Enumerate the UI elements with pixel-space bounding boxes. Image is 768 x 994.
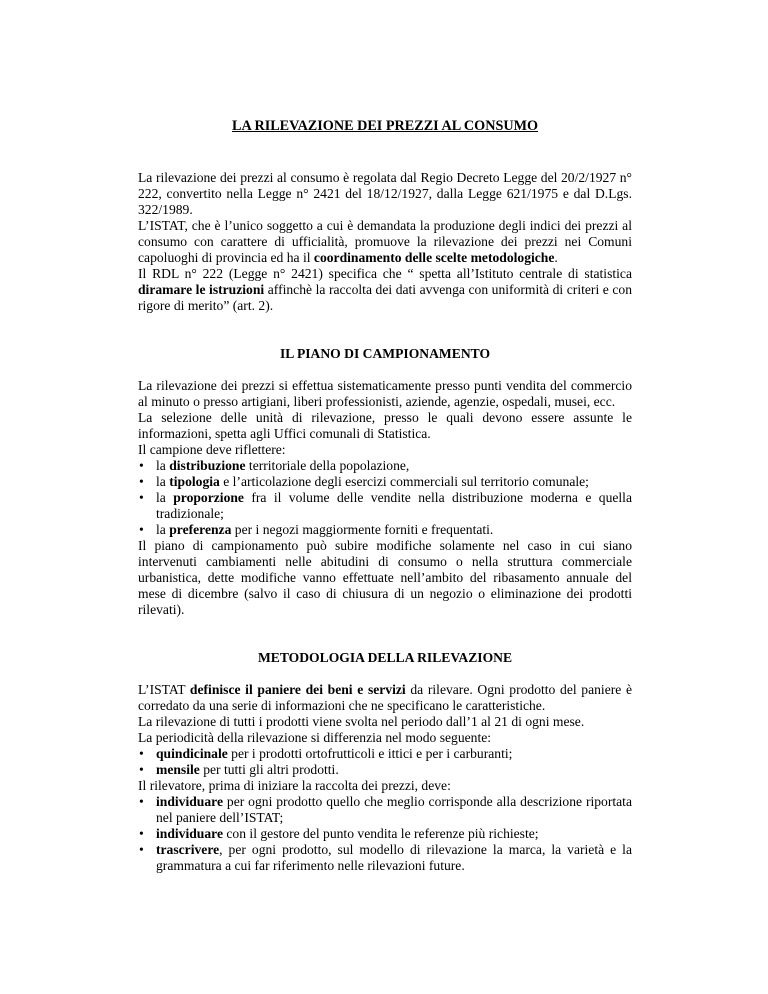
text-run: per tutti gli altri prodotti. (199, 762, 339, 777)
text-run: L’ISTAT, che è l’unico soggetto a cui è demandata la produzione degli indici dei prezzi al consumo con carattere di ufficialità, promuove la rilevazione dei prezzi nei Comuni capoluoghi di provincia ed ha il (138, 218, 632, 265)
rilevatore-list (138, 794, 632, 874)
metodologia-section (138, 682, 632, 874)
bullet-icon: • (139, 762, 144, 777)
intro-section (138, 170, 632, 314)
bullet-icon: • (139, 458, 144, 473)
list-item (138, 794, 632, 826)
text-run: la (156, 474, 170, 489)
metodologia-paragraph-3: La periodicità della rilevazione si differenzia nel modo seguente: (138, 730, 492, 745)
text-run: con il gestore del punto vendita le referenze più richieste; (223, 826, 539, 841)
campionamento-paragraph-1: La rilevazione dei prezzi si effettua sistematicamente presso punti vendita del commercio al minuto o presso artigiani, liberi professionisti, aziende, agenzie, ospedali, musei, ecc. (138, 378, 632, 409)
bold-text: mensile (156, 762, 200, 777)
text-run: fra il volume delle vendite nella distribuzione moderna e quella tradizionale; (156, 490, 632, 521)
text-run: per i prodotti ortofrutticoli e ittici e per i carburanti; (227, 746, 513, 761)
text-run: la (156, 458, 170, 473)
document-title: LA RILEVAZIONE DEI PREZZI AL CONSUMO (231, 118, 539, 134)
text-run: L’ISTAT (138, 682, 190, 697)
bullet-icon: • (139, 794, 144, 809)
bold-text: quindicinale (156, 746, 228, 761)
metodologia-paragraph-1 (138, 682, 632, 714)
list-item (138, 746, 632, 762)
campionamento-section (138, 378, 632, 618)
bullet-icon: • (139, 826, 144, 841)
text-run: Il RDL n° 222 (Legge n° 2421) specifica che “ spetta all’Istituto centrale di statistica (138, 266, 632, 281)
bold-text: distribuzione (169, 458, 246, 473)
text-run: . (554, 250, 558, 265)
bold-text: definisce il paniere dei beni e servizi (189, 682, 406, 697)
bold-text: coordinamento delle scelte metodologiche (313, 250, 555, 265)
text-run: affinchè la raccolta dei dati avvenga con uniformità di criteri e con rigore di merito” (art. 2). (138, 282, 632, 313)
bullet-icon: • (139, 474, 144, 489)
list-item (138, 458, 632, 474)
bullet-icon: • (139, 490, 144, 505)
bullet-icon: • (139, 746, 144, 761)
section-heading-campionamento: IL PIANO DI CAMPIONAMENTO (279, 346, 491, 361)
periodicita-list (138, 746, 632, 778)
campionamento-paragraph-3: Il campione deve riflettere: (138, 442, 286, 457)
list-item (138, 826, 632, 842)
intro-paragraph-1: La rilevazione dei prezzi al consumo è regolata dal Regio Decreto Legge del 20/2/1927 n° 222, convertito nella Legge n° 2421 del 18/12/1927, dalla Legge 621/1975 e dal D.Lgs. 322/1989. (138, 170, 632, 217)
campionamento-paragraph-4: Il piano di campionamento può subire modifiche solamente nel caso in cui siano intervenuti cambiamenti nelle abitudini di consumo o nella struttura commerciale urbanistica, dette modifiche vanno effettuate nell’ambito del ribasamento annuale del mese di dicembre (salvo il caso di chiusura di un negozio o eliminazione dei prodotti rilevati). (138, 538, 632, 617)
text-run: e l’articolazione degli esercizi commerciali sul territorio comunale; (219, 474, 589, 489)
text-run: la (156, 490, 174, 505)
bold-text: preferenza (169, 522, 232, 537)
campionamento-list (138, 458, 632, 538)
text-run: , per ogni prodotto, sul modello di rilevazione la marca, la varietà e la grammatura a cui far riferimento nelle rilevazioni future. (156, 842, 632, 873)
bold-text: individuare (156, 826, 223, 841)
list-item (138, 842, 632, 874)
bold-text: individuare (156, 794, 223, 809)
list-item (138, 762, 632, 778)
intro-paragraph-2 (138, 218, 632, 266)
list-item (138, 490, 632, 522)
text-run: la (156, 522, 170, 537)
list-item (138, 474, 632, 490)
metodologia-paragraph-4: Il rilevatore, prima di iniziare la raccolta dei prezzi, deve: (138, 778, 451, 793)
text-run: da rilevare. Ogni prodotto del paniere è corredato da una serie di informazioni che ne specificano le caratteristiche. (138, 682, 632, 713)
text-run: per i negozi maggiormente forniti e frequentati. (231, 522, 494, 537)
bold-text: trascrivere (156, 842, 220, 857)
bold-text: diramare le istruzioni (138, 282, 265, 297)
bold-text: proporzione (173, 490, 244, 505)
bullet-icon: • (139, 522, 144, 537)
metodologia-paragraph-2: La rilevazione di tutti i prodotti viene svolta nel periodo dall’1 al 21 di ogni mese. (138, 714, 585, 729)
bullet-icon: • (139, 842, 144, 857)
bold-text: tipologia (169, 474, 220, 489)
intro-paragraph-3 (138, 266, 632, 314)
text-run: per ogni prodotto quello che meglio corrisponde alla descrizione riportata nel paniere dell’ISTAT; (156, 794, 632, 825)
section-heading-metodologia: METODOLOGIA DELLA RILEVAZIONE (257, 650, 513, 665)
campionamento-paragraph-2: La selezione delle unità di rilevazione, presso le quali devono essere assunte le informazioni, spetta agli Uffici comunali di Statistica. (138, 410, 632, 441)
list-item (138, 522, 632, 538)
text-run: territoriale della popolazione, (245, 458, 410, 473)
